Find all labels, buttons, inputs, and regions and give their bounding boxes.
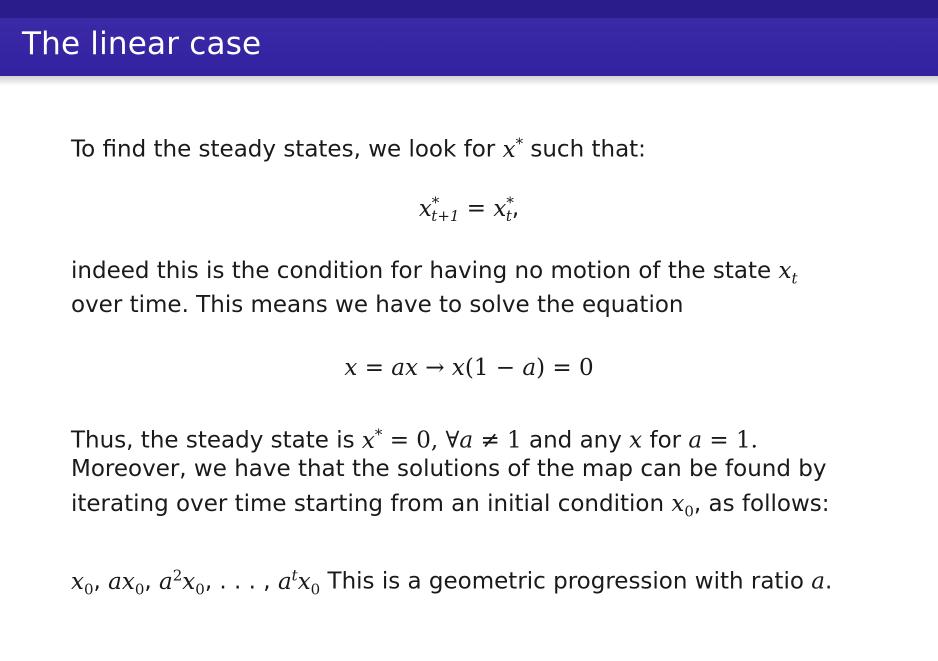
math-x-t: $x_t$ [778,258,798,288]
equation-solve: x = ax → x(1 − a) = 0 [344,355,594,381]
title-shadow [0,76,938,86]
paragraph-condition-line2: over time. This means we have to solve the equation [71,292,684,318]
equation-steady-state: $x^*_{t+1} = x^*_t$, [418,193,520,226]
paragraph-condition-line1: indeed this is the condition for having no motion of the state $x_t$ [71,258,798,288]
paragraph-progression: $x_0$, $ax_0$, $a^2x_0$, . . . , $a^tx_0$ This is a geometric progression with ratio a. [71,566,833,599]
top-banner [0,0,938,18]
intro-tail: such that: [530,136,646,163]
math-x-star: x* [502,134,524,163]
intro-text: To find the steady states, we look for [71,136,496,163]
paragraph-result-line3: iterating over time starting from an initial condition $x_0$, as follows: [71,491,830,521]
paragraph-intro [71,128,646,165]
slide-title: The linear case [22,26,262,62]
paragraph-result-line2: Moreover, we have that the solutions of the map can be found by [71,456,827,482]
paragraph-result-line1: Thus, the steady state is x* = 0, ∀a ≠ 1 and any x for a = 1. [71,425,758,454]
